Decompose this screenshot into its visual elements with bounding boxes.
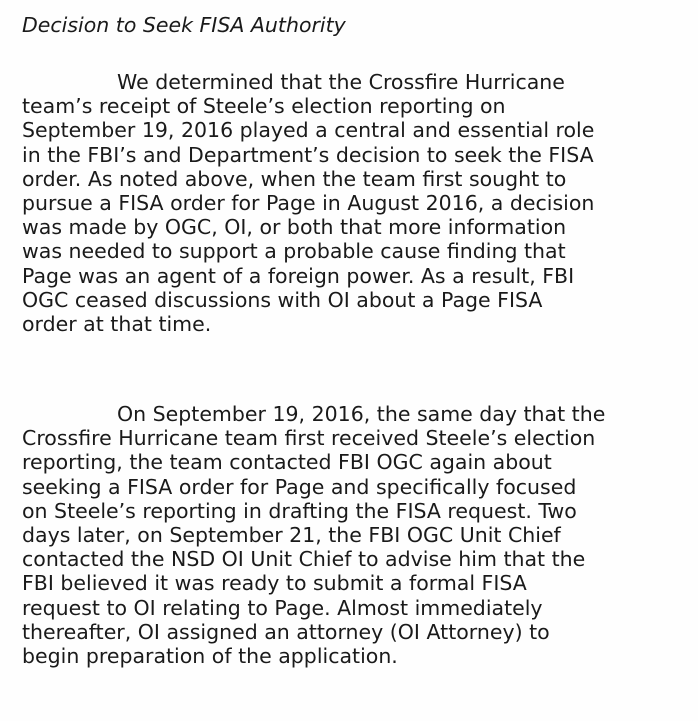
paragraph-line: days later, on September 21, the FBI OGC Unit Chief (22, 523, 561, 548)
section-heading: Decision to Seek FISA Authority (22, 13, 346, 37)
paragraph-line: was made by OGC, OI, or both that more information (22, 215, 567, 240)
paragraph-line: in the FBI’s and Department’s decision to seek the FISA (22, 142, 594, 167)
paragraph-line: OGC ceased discussions with OI about a Page FISA (22, 287, 543, 312)
paragraph-line: On September 19, 2016, the same day that the (117, 402, 606, 426)
paragraph-september-19 (22, 402, 694, 668)
paragraph-line: contacted the NSD OI Unit Chief to advise him that the (22, 547, 586, 572)
paragraph-line: order at that time. (22, 312, 212, 337)
paragraph-fisa-decision (22, 70, 694, 336)
paragraph-line: reporting, the team contacted FBI OGC again about (22, 450, 552, 475)
paragraph-line: was needed to support a probable cause finding that (22, 239, 566, 264)
paragraph-line: pursue a FISA order for Page in August 2016, a decision (22, 191, 595, 216)
paragraph-line: request to OI relating to Page. Almost immediately (22, 595, 543, 620)
paragraph-line: Crossfire Hurricane team first received Steele’s election (22, 426, 596, 451)
paragraph-line: September 19, 2016 played a central and essential role (22, 118, 595, 143)
paragraph-line: We determined that the Crossfire Hurricane (117, 70, 565, 94)
paragraph-line: thereafter, OI assigned an attorney (OI Attorney) to (22, 619, 550, 644)
paragraph-line: order. As noted above, when the team first sought to (22, 166, 567, 191)
paragraph-line: Page was an agent of a foreign power. As a result, FBI (22, 263, 575, 288)
paragraph-line: begin preparation of the application. (22, 644, 398, 669)
paragraph-line: seeking a FISA order for Page and specifically focused (22, 474, 577, 499)
paragraph-line: on Steele’s reporting in drafting the FISA request. Two (22, 498, 577, 523)
paragraph-line: FBI believed it was ready to submit a formal FISA (22, 571, 527, 596)
paragraph-line: team’s receipt of Steele’s election reporting on (22, 94, 506, 119)
